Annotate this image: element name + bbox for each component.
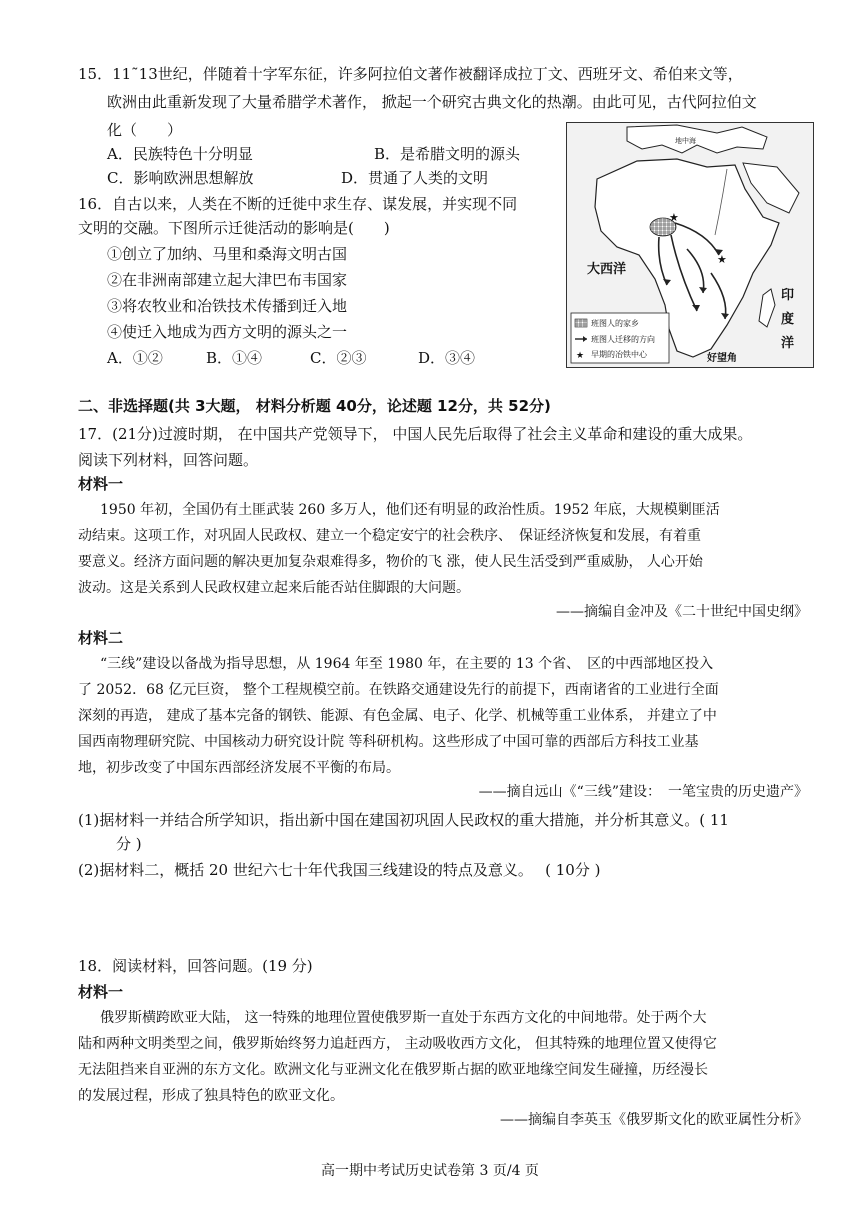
q15-stem-line2: 欧洲由此重新发现了大量希腊学术著作， 掀起一个研究古典文化的热潮。由此可见，古代阿拉伯文 bbox=[107, 93, 757, 111]
q17-subquestion-1: (1)据材料一并结合所学知识，指出新中国在建国初巩固人民政权的重大措施，并分析其意义。( 11 bbox=[78, 811, 729, 829]
q15-stem-line1: 15．11˜13世纪，伴随着十字军东征，许多阿拉伯文著作被翻译成拉丁文、西班牙文、希伯来文等， bbox=[78, 65, 743, 83]
q17-material2-title: 材料二 bbox=[78, 629, 124, 647]
q15-option-b: B．是希腊文明的源头 bbox=[374, 145, 521, 163]
q17-material2-line: 国西南物理研究院、中国核动力研究设计院 等科研机构。这些形成了中国可靠的西部后方科技工业基 bbox=[78, 734, 699, 750]
legend-star-icon: ★ bbox=[576, 351, 585, 361]
map-legend bbox=[571, 313, 669, 363]
q18-material1-line: 俄罗斯横跨欧亚大陆， 这一特殊的地理位置使俄罗斯一直处于东西方文化的中间地带。处于两个大 bbox=[100, 1010, 707, 1026]
section2-heading: 二、非选择题(共 3大题， 材料分析题 40分，论述题 12分，共 52分) bbox=[78, 397, 551, 415]
q17-subquestion-1-cont: 分 ) bbox=[116, 835, 142, 853]
q16-item-4: ④使迁入地成为西方文明的源头之一 bbox=[107, 323, 348, 341]
legend-item-iron: 早期的冶铁中心 bbox=[591, 350, 647, 359]
q16-item-1: ①创立了加纳、马里和桑海文明古国 bbox=[107, 245, 348, 263]
q17-material2-line: 了 2052．68 亿元巨资， 整个工程规模空前。在铁路交通建设先行的前提下，西南诸省的工业进行全面 bbox=[78, 682, 719, 698]
indian-ocean-label-2: 度 bbox=[781, 312, 795, 327]
q17-material2-source: ——摘自远山《“三线”建设： 一笔宝贵的历史遗产》 bbox=[478, 784, 808, 800]
q17-stem-line2: 阅读下列材料，回答问题。 bbox=[78, 451, 259, 469]
africa-migration-map bbox=[566, 122, 814, 368]
q16-option-d: D．③④ bbox=[418, 349, 476, 367]
q17-material1-line: 动结束。这项工作，对巩固人民政权、建立一个稳定安宁的社会秩序、 保证经济恢复和发展，有着重 bbox=[78, 528, 701, 544]
atlantic-label: 大西洋 bbox=[587, 262, 627, 277]
cape-label: 好望角 bbox=[707, 353, 737, 364]
q18-material1-line: 的发展过程，形成了独具特色的欧亚文化。 bbox=[78, 1088, 344, 1104]
q16-option-c: C．②③ bbox=[310, 349, 367, 367]
legend-hatch-swatch bbox=[575, 319, 587, 327]
q16-option-b: B．①④ bbox=[206, 349, 263, 367]
iron-centre-star: ★ bbox=[669, 211, 679, 224]
q17-material2-line: 深刻的再造， 建成了基本完备的钢铁、能源、有色金属、电子、化学、机械等重工业体系， 并建立了中 bbox=[78, 708, 717, 724]
page-footer: 高一期中考试历史试卷第 3 页/4 页 bbox=[321, 1163, 539, 1179]
indian-ocean-label-1: 印 bbox=[781, 288, 795, 303]
q18-material1-title: 材料一 bbox=[78, 983, 124, 1001]
q18-material1-line: 陆和两种文明类型之间，俄罗斯始终努力追赶西方， 主动吸收西方文化， 但其特殊的地理位置又使得它 bbox=[78, 1036, 717, 1052]
indian-ocean-label-3: 洋 bbox=[781, 336, 795, 351]
mediterranean-label: 地中海 bbox=[675, 137, 696, 145]
q17-material1-line: 要意义。经济方面问题的解决更加复杂艰难得多，物价的飞 涨，使人民生活受到严重威胁， 人心开始 bbox=[78, 554, 703, 570]
q18-material1-source: ——摘编自李英玉《俄罗斯文化的欧亚属性分析》 bbox=[500, 1112, 808, 1128]
q15-option-a: A．民族特色十分明显 bbox=[107, 145, 253, 163]
q16-stem-line2: 文明的交融。下图所示迁徙活动的影响是( ) bbox=[78, 219, 390, 237]
q17-material1-source: ——摘编自金冲及《二十世纪中国史纲》 bbox=[556, 604, 808, 620]
q18-material1-line: 无法阻挡来自亚洲的东方文化。欧洲文化与亚洲文化在俄罗斯占据的欧亚地缘空间发生碰撞，历经漫长 bbox=[78, 1062, 708, 1078]
q16-option-a: A．①② bbox=[107, 349, 163, 367]
iron-centre-star: ★ bbox=[717, 253, 727, 266]
legend-item-homeland: 班图人的家乡 bbox=[591, 319, 639, 328]
q16-item-2: ②在非洲南部建立起大津巴布韦国家 bbox=[107, 271, 348, 289]
q15-option-c: C．影响欧洲思想解放 bbox=[107, 169, 254, 187]
q17-material1-line: 1950 年初，全国仍有土匪武装 260 多万人，他们还有明显的政治性质。1952 年底，大规模剿匪活 bbox=[100, 502, 720, 518]
q17-stem-line1: 17．(21分)过渡时期， 在中国共产党领导下， 中国人民先后取得了社会主义革命和建设的重大成果。 bbox=[78, 425, 753, 443]
q17-material2-line: 地，初步改变了中国东西部经济发展不平衡的布局。 bbox=[78, 760, 400, 776]
q17-subquestion-2: (2)据材料二，概括 20 世纪六七十年代我国三线建设的特点及意义。 ( 10分 ) bbox=[78, 861, 601, 879]
q16-stem-line1: 16．自古以来，人类在不断的迁徙中求生存、谋发展，并实现不同 bbox=[78, 195, 518, 213]
legend-item-direction: 班图人迁移的方向 bbox=[591, 335, 655, 344]
map-svg bbox=[567, 123, 813, 367]
q16-item-3: ③将农牧业和冶铁技术传播到迁入地 bbox=[107, 297, 348, 315]
q17-material1-line: 波动。这是关系到人民政权建立起来后能否站住脚跟的大问题。 bbox=[78, 580, 470, 596]
q15-stem-line3: 化（ ） bbox=[107, 121, 183, 139]
q15-option-d: D．贯通了人类的文明 bbox=[341, 169, 489, 187]
q17-material2-line: “三线”建设以备战为指导思想，从 1964 年至 1980 年，在主要的 13 个省、 区的中西部地区投入 bbox=[100, 656, 714, 672]
q17-material1-title: 材料一 bbox=[78, 475, 124, 493]
q18-stem: 18．阅读材料，回答问题。(19 分) bbox=[78, 957, 313, 975]
